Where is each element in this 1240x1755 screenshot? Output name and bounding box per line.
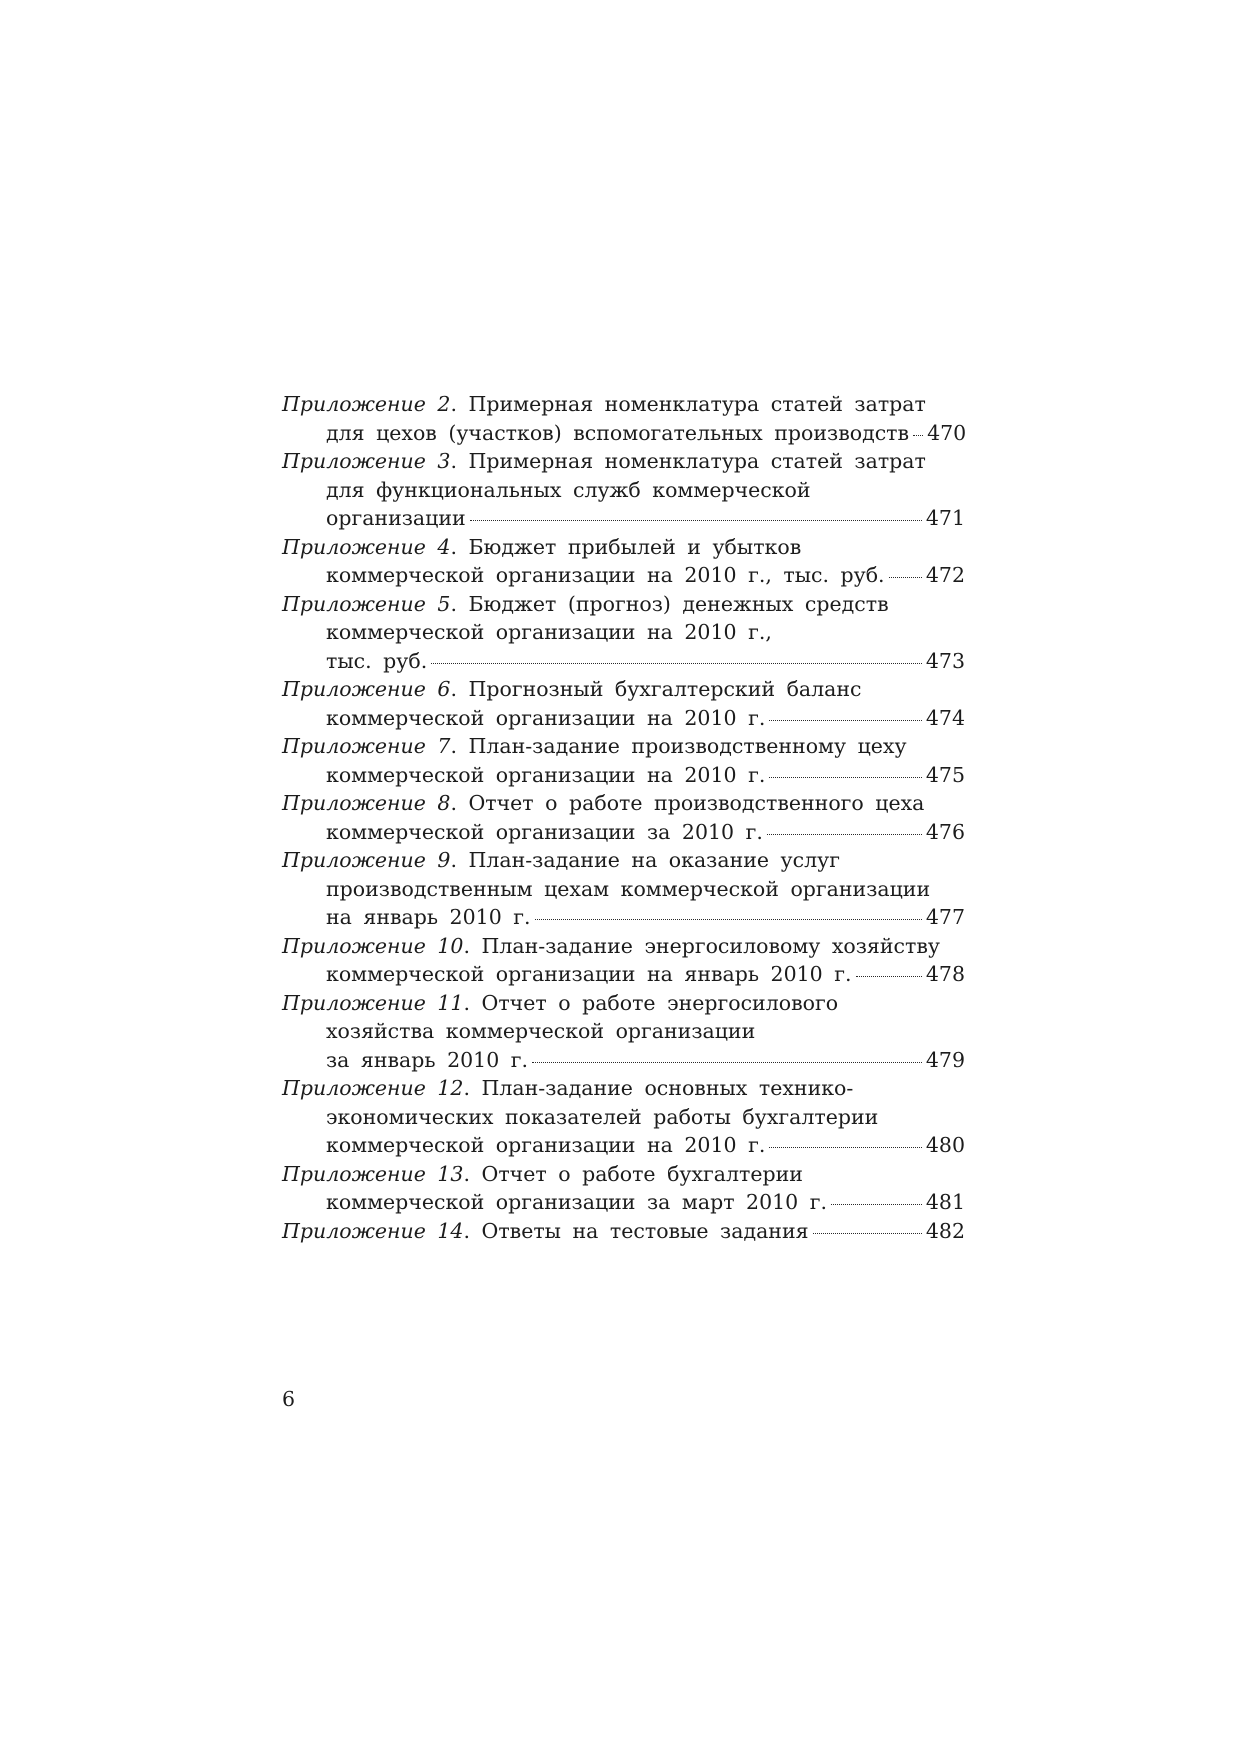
toc-entry-line: [282, 761, 965, 790]
toc-entry-title: . Бюджет (прогноз) денежных средств: [450, 591, 889, 616]
toc-entry-line: [282, 447, 965, 476]
toc-entry-line: [282, 932, 965, 961]
toc-entry-label: Приложение 2: [282, 392, 451, 416]
toc-entry[interactable]: [282, 932, 965, 989]
toc-entry-line: [282, 675, 965, 704]
toc-entry-line: [282, 1217, 965, 1246]
toc-entry-continuation: коммерческой организации на 2010 г.: [326, 1133, 766, 1157]
dot-leader: [470, 520, 922, 521]
toc-entry[interactable]: [282, 533, 965, 590]
toc-entry-line: [282, 818, 965, 847]
toc-entry-line: [282, 1046, 965, 1075]
dot-leader: [856, 976, 922, 977]
toc-entry-label: Приложение 12: [282, 1076, 464, 1100]
toc-entry-page: 482: [925, 1218, 965, 1243]
toc-entry-continuation: тыс. руб.: [326, 648, 428, 673]
toc-entry-title: . План-задание основных технико-: [463, 1076, 854, 1100]
toc-entry-continuation: хозяйства коммерческой организации: [326, 1019, 756, 1043]
toc-entry-continuation: коммерческой организации на 2010 г.: [326, 762, 766, 787]
toc-entry-continuation: на январь 2010 г.: [326, 905, 531, 929]
toc-entry-line: [282, 1131, 965, 1160]
toc-entry-line: [282, 732, 965, 761]
toc-entry-continuation: для функциональных служб коммерческой: [326, 477, 811, 502]
toc-entry-page: 481: [925, 1190, 965, 1214]
toc-entry-label: Приложение 6: [282, 677, 451, 701]
toc-entry-continuation: коммерческой организации за 2010 г.: [326, 819, 763, 844]
toc-entry-page: 470: [927, 420, 967, 445]
dot-leader: [831, 1204, 922, 1205]
toc-entry-line: [282, 1188, 965, 1217]
toc-entry-line: [282, 590, 965, 619]
toc-entry-page: 479: [925, 1047, 965, 1072]
toc-entry-page: 474: [925, 705, 965, 730]
toc-entry-line: [282, 903, 965, 932]
toc-entry-label: Приложение 9: [282, 848, 451, 872]
toc-entry-title: . Отчет о работе бухгалтерии: [463, 1161, 803, 1186]
dot-leader: [769, 720, 922, 721]
toc-entry-page: 477: [925, 905, 965, 929]
toc-entry-line: [282, 960, 965, 989]
toc-entry-line: [282, 533, 965, 562]
toc-entry-line: [282, 1074, 965, 1103]
toc-entry[interactable]: [282, 732, 965, 789]
toc-entry-line: [282, 647, 965, 676]
toc-entry-label: Приложение 10: [282, 933, 464, 958]
dot-leader: [532, 1062, 922, 1063]
toc-entry-page: 473: [925, 648, 965, 673]
toc-entry-continuation: за январь 2010 г.: [326, 1047, 529, 1072]
dot-leader: [913, 435, 923, 436]
toc-entry-title: . Примерная номенклатура статей затрат: [450, 392, 926, 416]
toc-entry-line: [282, 789, 965, 818]
toc-entry-page: 475: [925, 762, 965, 787]
toc-entry-line: [282, 704, 965, 733]
toc-entry-title: . Отчет о работе энергосилового: [463, 990, 839, 1015]
toc-entry-line: [282, 561, 965, 590]
toc-entry[interactable]: [282, 675, 965, 732]
toc-entry-label: Приложение 14: [282, 1218, 464, 1243]
dot-leader: [767, 834, 922, 835]
toc-entry-label: Приложение 8: [282, 791, 451, 815]
dot-leader: [889, 577, 922, 578]
toc-entry-title: . Примерная номенклатура статей затрат: [450, 449, 926, 473]
toc-entry[interactable]: [282, 390, 965, 447]
toc-entry-continuation: коммерческой организации на январь 2010 г.: [326, 962, 852, 986]
toc-entry-page: 476: [925, 819, 965, 844]
toc-entry-page: 472: [925, 563, 965, 587]
toc-entry-title: . Ответы на тестовые задания: [463, 1218, 809, 1243]
toc-entry[interactable]: [282, 447, 965, 533]
toc-entry-title: . Отчет о работе производственного цеха: [450, 791, 925, 815]
toc-entry-continuation: коммерческой организации за март 2010 г.: [326, 1190, 827, 1214]
toc-entry-title: . План-задание на оказание услуг: [450, 848, 840, 872]
dot-leader: [769, 1147, 922, 1148]
toc-entry-title: . План-задание энергосиловому хозяйству: [463, 933, 940, 958]
toc-entry-continuation: коммерческой организации на 2010 г.: [326, 705, 766, 730]
toc-entry-title: . Бюджет прибылей и убытков: [450, 534, 802, 559]
toc-entry-line: [282, 989, 965, 1018]
page-number: 6: [282, 1387, 296, 1411]
dot-leader: [813, 1233, 922, 1234]
toc-entry[interactable]: [282, 1160, 965, 1217]
toc-entry[interactable]: [282, 1074, 965, 1160]
toc-entry-title: . План-задание производственному цеху: [450, 734, 907, 758]
toc-entry-label: Приложение 4: [282, 534, 451, 559]
toc-entry-label: Приложение 13: [282, 1161, 464, 1186]
table-of-contents: [282, 390, 965, 1245]
toc-entry-continuation: коммерческой организации на 2010 г., тыс. руб.: [326, 563, 885, 587]
toc-entry-line: [282, 419, 965, 448]
toc-entry-continuation: производственным цехам коммерческой организации: [326, 876, 931, 901]
dot-leader: [431, 663, 922, 664]
toc-entry[interactable]: [282, 989, 965, 1075]
toc-entry-line: [282, 390, 965, 419]
dot-leader: [769, 777, 922, 778]
toc-entry[interactable]: [282, 846, 965, 932]
toc-entry[interactable]: [282, 590, 965, 676]
toc-entry-page: 471: [925, 506, 965, 530]
toc-entry-line: [282, 1160, 965, 1189]
toc-entry-label: Приложение 7: [282, 734, 451, 758]
toc-entry-continuation: для цехов (участков) вспомогательных производств: [326, 420, 910, 445]
toc-entry[interactable]: [282, 789, 965, 846]
toc-entry-label: Приложение 3: [282, 449, 451, 473]
toc-entry-continuation: организации: [326, 506, 466, 530]
toc-entry-label: Приложение 5: [282, 591, 451, 616]
toc-entry-continuation: коммерческой организации на 2010 г.,: [326, 620, 772, 644]
toc-entry-label: Приложение 11: [282, 990, 464, 1015]
toc-entry-line: [282, 846, 965, 875]
toc-entry-title: . Прогнозный бухгалтерский баланс: [450, 677, 862, 701]
toc-entry-continuation: экономических показателей работы бухгалтерии: [326, 1104, 879, 1129]
toc-entry-page: 478: [925, 962, 965, 986]
toc-entry[interactable]: [282, 1217, 965, 1246]
dot-leader: [535, 919, 922, 920]
toc-entry-line: [282, 504, 965, 533]
toc-entry-page: 480: [925, 1133, 965, 1157]
